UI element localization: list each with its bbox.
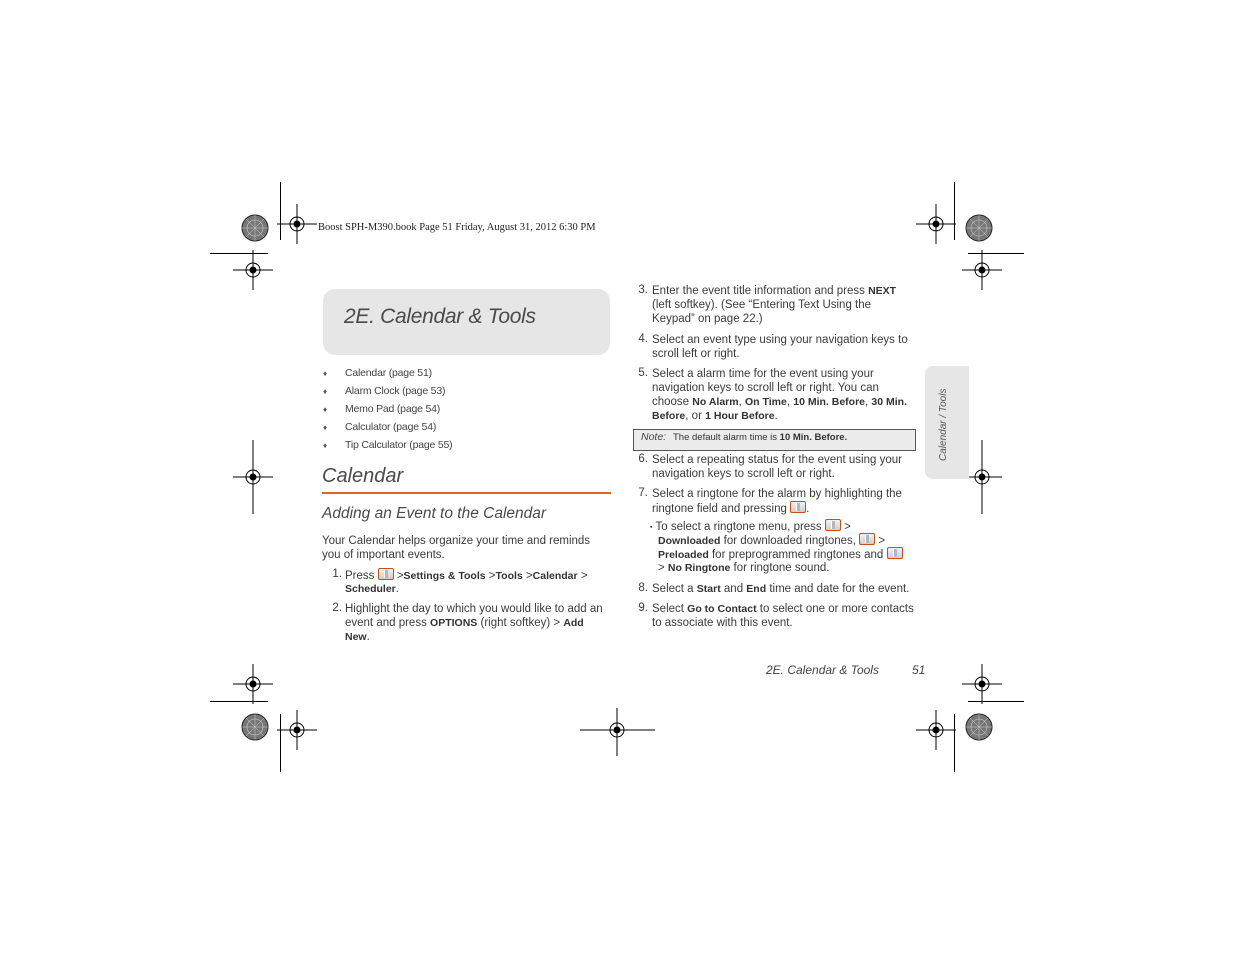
step-number: 9. bbox=[638, 602, 648, 614]
note-label: Note: bbox=[641, 431, 667, 443]
step-7-line: ringtone field and pressing . bbox=[652, 503, 810, 515]
step-1: Press >Settings & Tools >Tools >Calendar > bbox=[345, 570, 588, 582]
step-number: 5. bbox=[638, 367, 648, 379]
note-text: The default alarm time is 10 Min. Before. bbox=[673, 432, 848, 443]
section-title: Calendar bbox=[322, 465, 404, 487]
intro-line: Your Calendar helps organize your time and reminds bbox=[322, 535, 591, 547]
intro-line: you of important events. bbox=[322, 549, 445, 561]
step-3-line: Keypad” on page 22.) bbox=[652, 313, 763, 325]
step-3-line: (left softkey). (See “Entering Text Using the bbox=[652, 299, 872, 311]
diamond-bullet-icon: ♦ bbox=[323, 387, 327, 396]
step-9-line: to associate with this event. bbox=[652, 617, 793, 629]
step-6-line: Select a repeating status for the event using your bbox=[652, 454, 902, 466]
diamond-bullet-icon: ♦ bbox=[323, 405, 327, 414]
menu-key-icon bbox=[790, 501, 806, 513]
step-5-line: Before, or 1 Hour Before. bbox=[652, 410, 778, 422]
footer-page-number: 51 bbox=[912, 663, 926, 677]
step-2-line: New. bbox=[345, 631, 370, 643]
subsection-title: Adding an Event to the Calendar bbox=[322, 505, 547, 522]
toc-item[interactable]: ♦ Memo Pad (page 54) bbox=[323, 403, 441, 415]
menu-key-icon bbox=[859, 533, 875, 545]
step-7-sub-line: > No Ringtone for ringtone sound. bbox=[658, 562, 830, 574]
step-number: 4. bbox=[638, 333, 648, 345]
step-5-line: choose No Alarm, On Time, 10 Min. Before, 30 Min. bbox=[652, 396, 908, 408]
menu-key-icon bbox=[825, 519, 841, 531]
menu-key-icon bbox=[378, 568, 394, 580]
diamond-bullet-icon: ♦ bbox=[323, 441, 327, 450]
step-7-sub-line: Downloaded for downloaded ringtones, > bbox=[658, 535, 886, 547]
step-7-sub-line: Preloaded for preprogrammed ringtones and bbox=[658, 547, 903, 562]
footer-section-title: 2E. Calendar & Tools bbox=[766, 663, 879, 677]
step-number: 3. bbox=[638, 284, 648, 296]
step-4-line: scroll left or right. bbox=[652, 348, 740, 360]
toc-item[interactable]: ♦ Calculator (page 54) bbox=[323, 421, 437, 433]
step-7-sub-line: ▪ To select a ringtone menu, press > bbox=[650, 521, 851, 533]
section-divider bbox=[322, 492, 611, 494]
header-stamp: Boost SPH-M390.book Page 51 Friday, August 31, 2012 6:30 PM bbox=[318, 222, 596, 233]
step-7-line: Select a ringtone for the alarm by highlighting the bbox=[652, 488, 902, 500]
diamond-bullet-icon: ♦ bbox=[323, 369, 327, 378]
step-number: 2. bbox=[332, 602, 342, 614]
toc-item[interactable]: ♦ Alarm Clock (page 53) bbox=[323, 385, 446, 397]
step-2-line: event and press OPTIONS (right softkey) > Add bbox=[345, 617, 584, 629]
step-3-line: Enter the event title information and press NEXT bbox=[652, 285, 897, 297]
step-5-line: Select a alarm time for the event using your bbox=[652, 368, 874, 380]
step-6-line: navigation keys to scroll left or right. bbox=[652, 468, 835, 480]
diamond-bullet-icon: ♦ bbox=[323, 423, 327, 432]
menu-key-icon bbox=[887, 547, 903, 559]
square-bullet-icon: ▪ bbox=[650, 524, 653, 531]
toc-item[interactable]: ♦ Tip Calculator (page 55) bbox=[323, 439, 453, 451]
step-8-line: Select a Start and End time and date for the event. bbox=[652, 583, 910, 595]
step-5-line: navigation keys to scroll left or right. You can bbox=[652, 382, 879, 394]
toc-item[interactable]: ♦ Calendar (page 51) bbox=[323, 367, 432, 379]
step-number: 6. bbox=[638, 453, 648, 465]
step-number: 8. bbox=[638, 582, 648, 594]
step-9-line: Select Go to Contact to select one or more contacts bbox=[652, 603, 914, 615]
step-number: 1. bbox=[332, 568, 342, 580]
step-2-line: Highlight the day to which you would like to add an bbox=[345, 603, 603, 615]
step-number: 7. bbox=[638, 487, 648, 499]
chapter-title: 2E. Calendar & Tools bbox=[344, 305, 536, 328]
step-4-line: Select an event type using your navigation keys to bbox=[652, 334, 908, 346]
side-tab-label: Calendar / Tools bbox=[938, 388, 949, 461]
step-1-cont: Scheduler. bbox=[345, 583, 399, 595]
